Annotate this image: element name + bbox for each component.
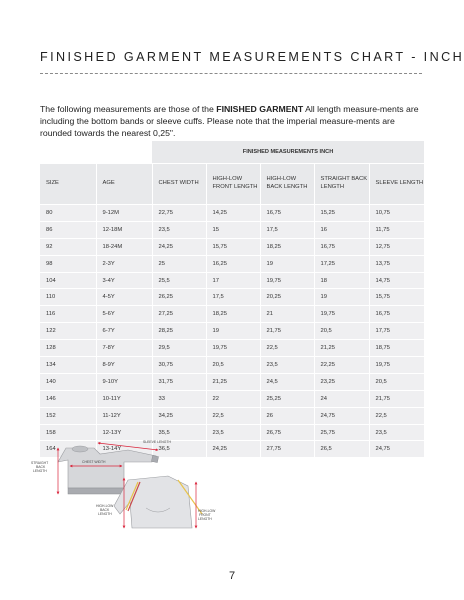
table-cell: 29,5 (152, 340, 206, 357)
table-cell: 26,75 (260, 424, 314, 441)
table-cell: 20,5 (369, 373, 424, 390)
table-cell: 26 (260, 407, 314, 424)
table-cell: 22,5 (206, 407, 260, 424)
table-cell: 19 (206, 323, 260, 340)
table-cell: 152 (40, 407, 96, 424)
table-row (40, 306, 424, 323)
table-cell: 7-8Y (96, 340, 152, 357)
table-cell: 80 (40, 205, 96, 222)
table-cell: 21,75 (260, 323, 314, 340)
table-cell: 25,5 (152, 272, 206, 289)
table-cell: 24,75 (369, 441, 424, 457)
table-cell: 12-13Y (96, 424, 152, 441)
table-cell: 27,75 (260, 441, 314, 457)
table-cell: 18,25 (260, 238, 314, 255)
table-cell: 15,75 (206, 238, 260, 255)
table-cell: 11-12Y (96, 407, 152, 424)
table-cell: 26,25 (152, 289, 206, 306)
intro-text-bold: FINISHED GARMENT (216, 103, 304, 114)
sweatshirt-diagram (28, 432, 228, 532)
blank-header-cell (40, 141, 152, 164)
svg-text:HIGH-LOW: HIGH-LOW (198, 509, 216, 513)
intro-paragraph (40, 103, 424, 139)
table-cell: 23,5 (369, 424, 424, 441)
page-title: FINISHED GARMENT MEASUREMENTS CHART - INCH (40, 50, 464, 64)
column-header: SLEEVE LENGTH (369, 164, 424, 205)
table-cell: 26,5 (314, 441, 369, 457)
table-cell: 22 (206, 390, 260, 407)
table-cell: 24,25 (206, 441, 260, 457)
table-cell: 146 (40, 390, 96, 407)
table-cell: 164 (40, 441, 96, 457)
table-cell: 19,75 (369, 357, 424, 374)
table-cell: 3-4Y (96, 272, 152, 289)
table-cell: 2-3Y (96, 255, 152, 272)
table-cell: 9-10Y (96, 373, 152, 390)
table-cell: 22,25 (314, 357, 369, 374)
table-cell: 17,5 (206, 289, 260, 306)
table-cell: 25,25 (260, 390, 314, 407)
table-cell: 18 (314, 272, 369, 289)
table-cell: 9-12M (96, 205, 152, 222)
table-cell: 18,75 (369, 340, 424, 357)
table-cell: 19,75 (314, 306, 369, 323)
table-cell: 10-11Y (96, 390, 152, 407)
table-cell: 13-14Y (96, 441, 152, 457)
column-header: AGE (96, 164, 152, 205)
table-row (40, 373, 424, 390)
column-header: SIZE (40, 164, 96, 205)
column-header: CHEST WIDTH (152, 164, 206, 205)
svg-text:STRAIGHT: STRAIGHT (31, 461, 49, 465)
table-cell: 98 (40, 255, 96, 272)
table-body (40, 205, 424, 458)
table-cell: 25 (152, 255, 206, 272)
table-cell: 17,75 (369, 323, 424, 340)
table-cell: 13,75 (369, 255, 424, 272)
table-cell: 14,25 (206, 205, 260, 222)
table-cell: 122 (40, 323, 96, 340)
table-cell: 14,75 (369, 272, 424, 289)
table-cell: 21 (260, 306, 314, 323)
table-cell: 20,5 (206, 357, 260, 374)
table-cell: 24,75 (314, 407, 369, 424)
table-cell: 18,25 (206, 306, 260, 323)
table-cell: 12,75 (369, 238, 424, 255)
high-low-back-length-label (96, 504, 114, 516)
svg-text:BACK: BACK (36, 465, 46, 469)
table-cell: 10,75 (369, 205, 424, 222)
sweatshirt-front-view (114, 476, 202, 528)
table-row (40, 272, 424, 289)
table-cell: 22,75 (152, 205, 206, 222)
table-header-row (40, 164, 424, 205)
table-cell: 28,25 (152, 323, 206, 340)
table-cell: 33 (152, 390, 206, 407)
straight-back-length-label (31, 461, 48, 473)
column-header: HIGH-LOW BACK LENGTH (260, 164, 314, 205)
intro-text-end: All length measure-ments are including the bottom bands or sleeve cuffs. Please note that the imperial measure-ments are rounded towards the nearest 0,25". (40, 103, 419, 138)
dashed-divider (40, 73, 422, 74)
table-cell: 24,5 (260, 373, 314, 390)
table-cell: 23,5 (206, 424, 260, 441)
table-row (40, 407, 424, 424)
table-row (40, 390, 424, 407)
table-cell: 34,25 (152, 407, 206, 424)
table-cell: 17 (206, 272, 260, 289)
table-cell: 134 (40, 357, 96, 374)
table-row (40, 205, 424, 222)
table-cell: 16 (314, 221, 369, 238)
svg-text:LENGTH: LENGTH (198, 517, 212, 521)
table-cell: 24 (314, 390, 369, 407)
table-cell: 23,25 (314, 373, 369, 390)
table-cell: 92 (40, 238, 96, 255)
table-cell: 158 (40, 424, 96, 441)
table-cell: 35,5 (152, 424, 206, 441)
table-cell: 23,5 (260, 357, 314, 374)
table-cell: 31,75 (152, 373, 206, 390)
table-cell: 20,5 (314, 323, 369, 340)
table-cell: 19 (314, 289, 369, 306)
table-cell: 128 (40, 340, 96, 357)
table-cell: 18-24M (96, 238, 152, 255)
table-cell: 19,75 (206, 340, 260, 357)
chest-width-label: CHEST WIDTH (82, 460, 106, 464)
table-row (40, 255, 424, 272)
column-header: HIGH-LOW FRONT LENGTH (206, 164, 260, 205)
table-group-header: FINISHED MEASUREMENTS INCH (152, 141, 424, 164)
table-cell: 24,25 (152, 238, 206, 255)
svg-text:FRONT: FRONT (199, 513, 211, 517)
svg-text:LENGTH: LENGTH (98, 512, 112, 516)
table-cell: 104 (40, 272, 96, 289)
table-cell: 140 (40, 373, 96, 390)
table-cell: 25,75 (314, 424, 369, 441)
table-cell: 11,75 (369, 221, 424, 238)
table-cell: 17,5 (260, 221, 314, 238)
sleeve-length-label: SLEEVE LENGTH (143, 440, 171, 444)
table-cell: 20,25 (260, 289, 314, 306)
table-cell: 27,25 (152, 306, 206, 323)
table-cell: 6-7Y (96, 323, 152, 340)
table-row (40, 238, 424, 255)
table-cell: 19,75 (260, 272, 314, 289)
table-cell: 22,5 (369, 407, 424, 424)
svg-text:HIGH-LOW: HIGH-LOW (96, 504, 114, 508)
table-cell: 16,75 (260, 205, 314, 222)
table-cell: 15 (206, 221, 260, 238)
table-row (40, 289, 424, 306)
intro-text-start: The following measurements are those of the (40, 103, 217, 114)
table-group-header-row (40, 141, 424, 164)
table-row (40, 221, 424, 238)
table-row (40, 357, 424, 374)
column-header: STRAIGHT BACK LENGTH (314, 164, 369, 205)
table-cell: 19 (260, 255, 314, 272)
table-cell: 16,75 (369, 306, 424, 323)
table-cell: 5-6Y (96, 306, 152, 323)
table-cell: 15,25 (314, 205, 369, 222)
table-row (40, 323, 424, 340)
high-low-front-length-label (198, 509, 216, 521)
garment-illustration (28, 432, 228, 532)
table-cell: 21,25 (314, 340, 369, 357)
table-cell: 8-9Y (96, 357, 152, 374)
table-cell: 15,75 (369, 289, 424, 306)
table-cell: 16,25 (206, 255, 260, 272)
table-cell: 4-5Y (96, 289, 152, 306)
table-cell: 21,75 (369, 390, 424, 407)
table-cell: 36,5 (152, 441, 206, 457)
table-cell: 22,5 (260, 340, 314, 357)
table-cell: 86 (40, 221, 96, 238)
svg-text:BACK: BACK (100, 508, 110, 512)
page-number: 7 (228, 570, 236, 582)
table-row (40, 340, 424, 357)
table-cell: 23,5 (152, 221, 206, 238)
table-cell: 30,75 (152, 357, 206, 374)
table-cell: 21,25 (206, 373, 260, 390)
svg-text:LENGTH: LENGTH (33, 469, 47, 473)
table-cell: 16,75 (314, 238, 369, 255)
table-cell: 110 (40, 289, 96, 306)
table-cell: 116 (40, 306, 96, 323)
table-cell: 17,25 (314, 255, 369, 272)
measurements-table (40, 141, 424, 457)
table-cell: 12-18M (96, 221, 152, 238)
